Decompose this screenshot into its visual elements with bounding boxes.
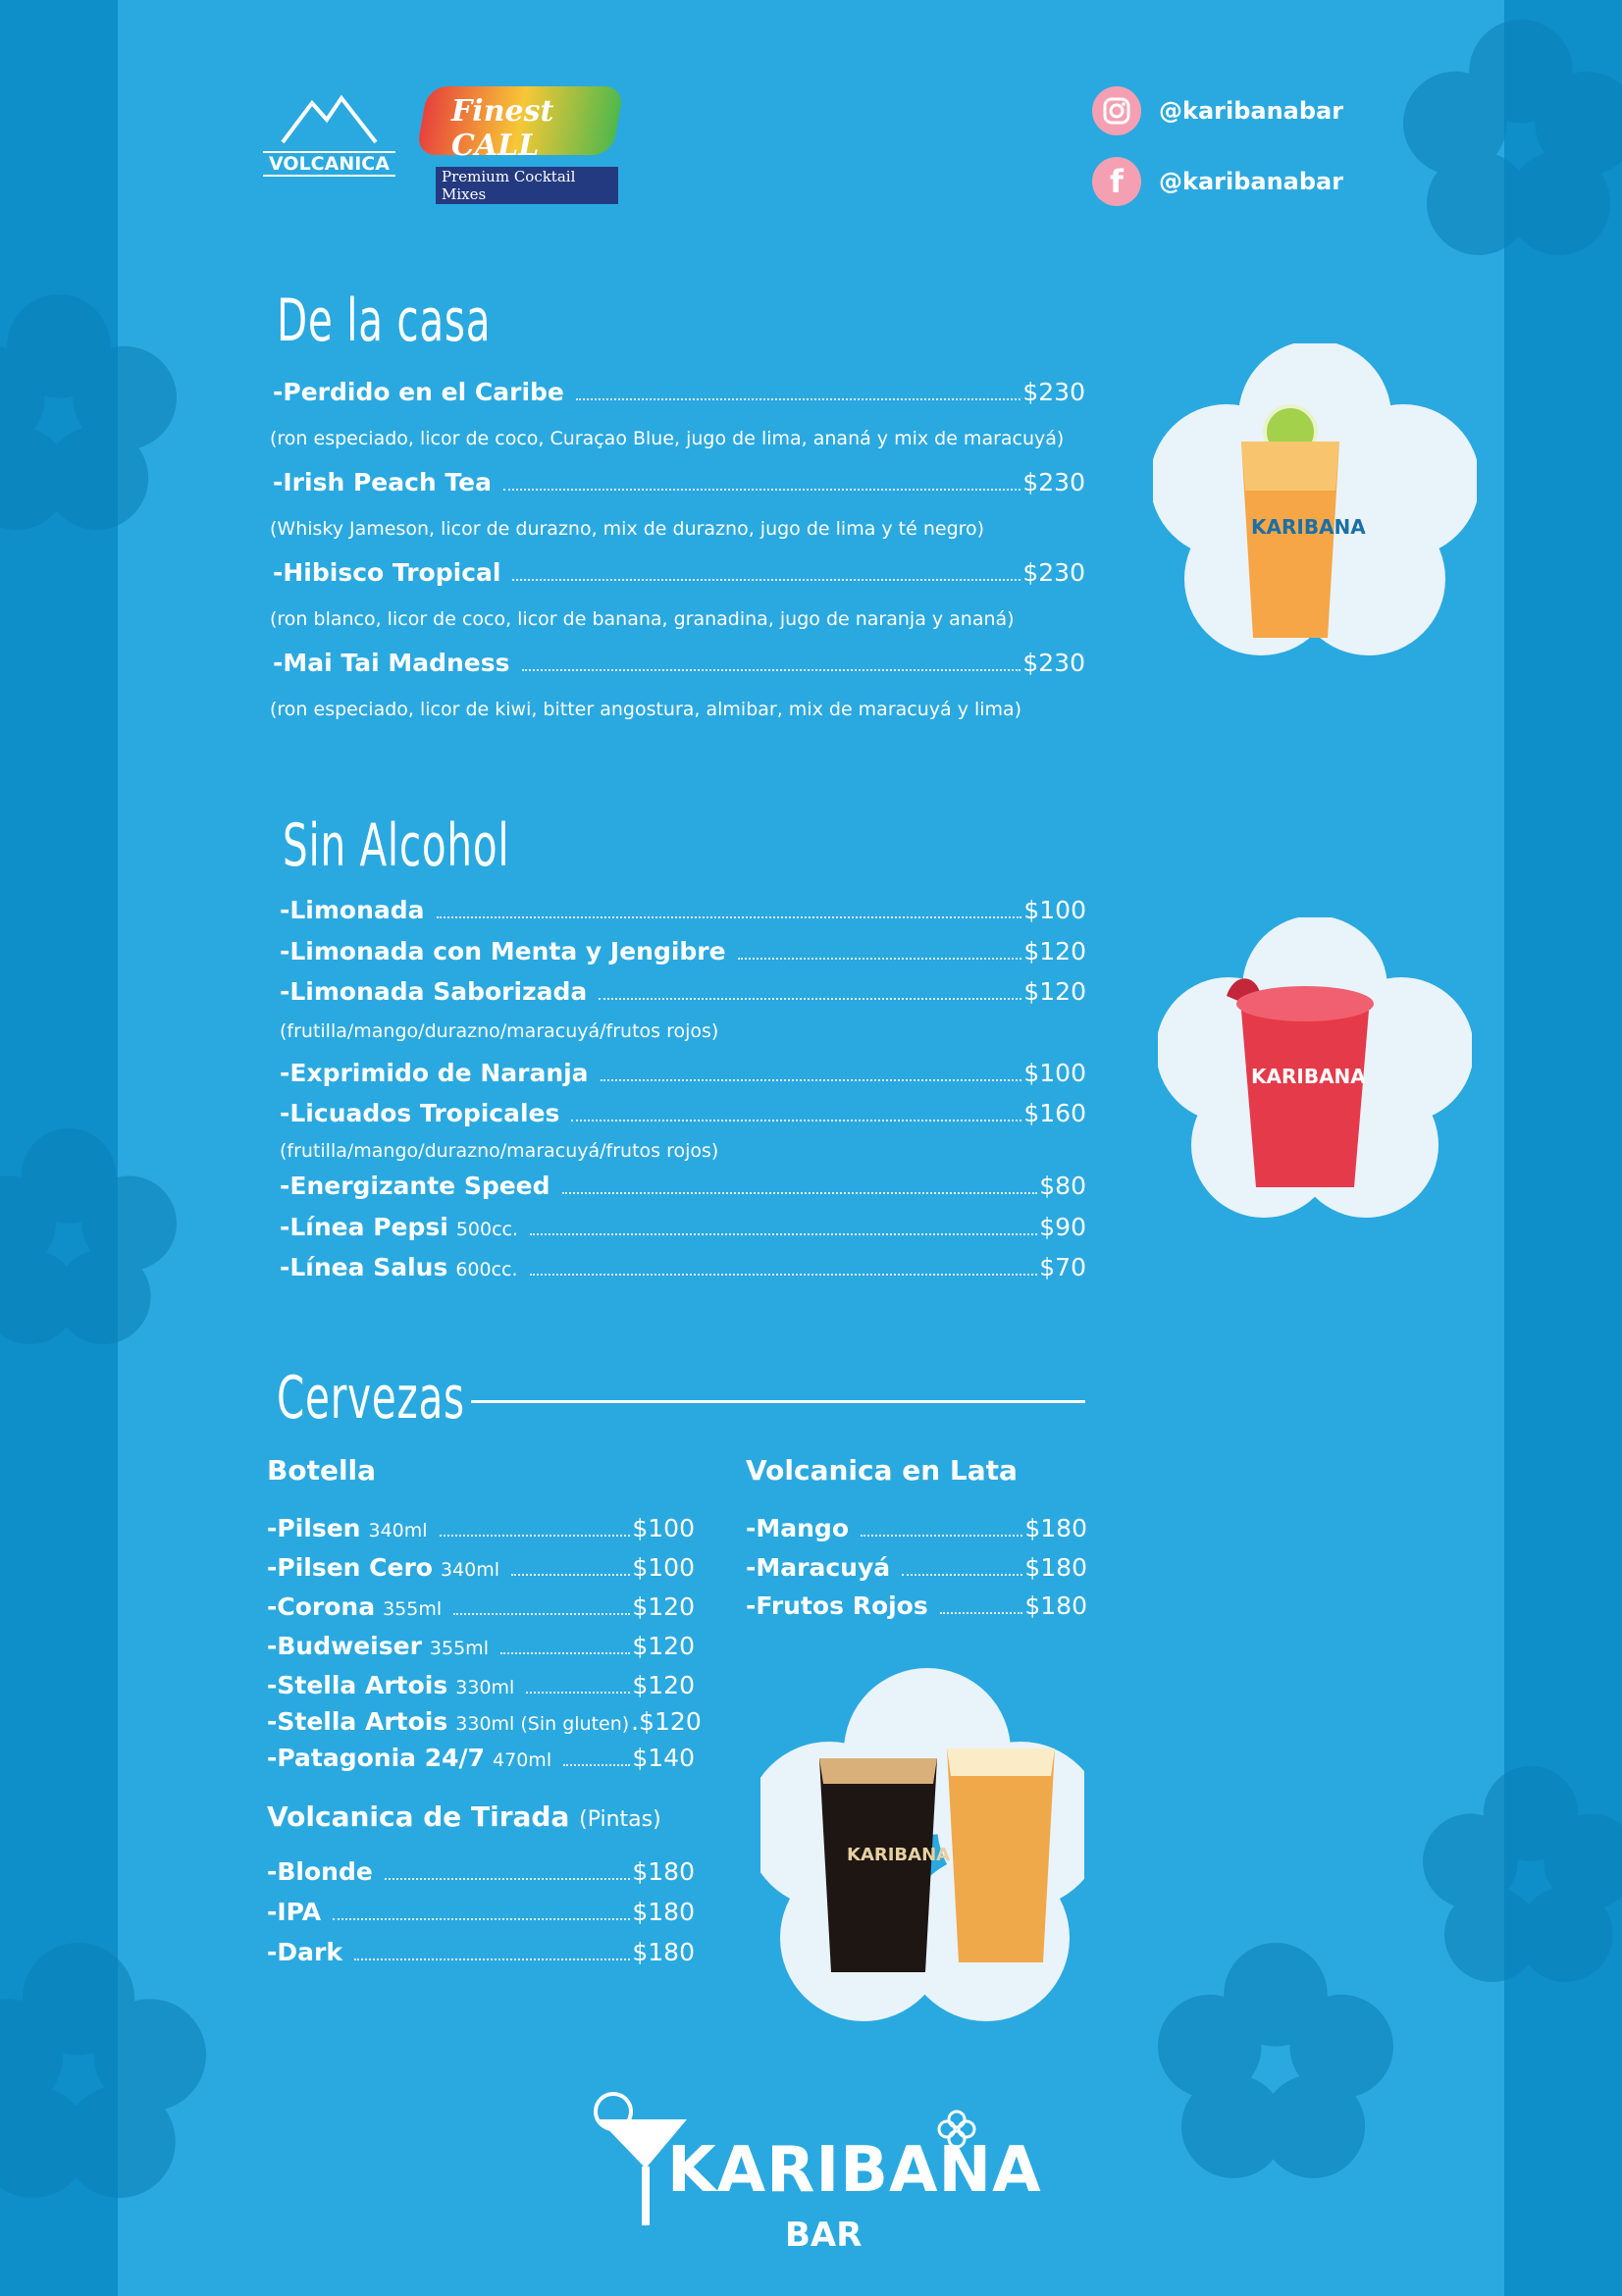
instagram-handle-text: @karibanabar — [1159, 97, 1344, 125]
menu-item: -Limonada $100 — [280, 896, 1086, 924]
hibiscus-decoration-icon — [0, 1128, 177, 1344]
instagram-icon — [1092, 86, 1141, 135]
hibiscus-decoration-icon — [0, 1943, 206, 2198]
facebook-handle-text: @karibanabar — [1159, 168, 1344, 195]
menu-item: -Mai Tai Madness $230 — [273, 649, 1085, 677]
volcanica-logo — [263, 88, 395, 201]
menu-item: -Hibisco Tropical $230 — [273, 558, 1085, 587]
subsection-title-tirada: Volcanica de Tirada (Pintas) — [267, 1800, 661, 1833]
finest-call-subtitle: Premium Cocktail Mixes — [436, 167, 618, 204]
instagram-handle[interactable] — [1092, 86, 1343, 135]
menu-item: -Limonada con Menta y Jengibre $120 — [280, 937, 1086, 965]
brand-name: KARIBANA — [667, 2134, 1042, 2207]
beer-photo — [760, 1668, 1084, 2045]
hibiscus-decoration-icon — [1158, 1943, 1393, 2178]
menu-item-description: (frutilla/mango/durazno/maracuyá/frutos rojos) — [280, 1020, 719, 1042]
menu-item: -Limonada Saborizada $120 — [280, 977, 1086, 1006]
menu-item: -Mango $180 — [746, 1514, 1087, 1542]
menu-item: -Pilsen 340ml $100 — [267, 1514, 695, 1542]
menu-item: -Stella Artois 330ml (Sin gluten) .$120 — [267, 1707, 702, 1736]
menu-item-description: (Whisky Jameson, licor de durazno, mix de durazno, jugo de lima y té negro) — [270, 518, 985, 540]
menu-item: -Licuados Tropicales $160 — [280, 1099, 1086, 1127]
menu-item: -Budweiser 355ml $120 — [267, 1632, 695, 1660]
mountain-icon — [263, 88, 395, 147]
menu-item-description: (ron especiado, licor de coco, Curaçao Blue, jugo de lima, ananá y mix de maracuyá) — [270, 428, 1065, 449]
finest-call-title: Finest CALL — [451, 94, 554, 163]
menu-item: -Línea Salus 600cc. $70 — [280, 1253, 1086, 1281]
menu-item-description: (frutilla/mango/durazno/maracuyá/frutos rojos) — [280, 1140, 719, 1162]
menu-item: -Exprimido de Naranja $100 — [280, 1059, 1086, 1087]
cocktail-photo — [1153, 343, 1477, 661]
section-title-sin-alcohol: Sin Alcohol — [283, 811, 510, 880]
hibiscus-decoration-icon — [0, 294, 177, 530]
menu-item-description: (ron blanco, licor de coco, licor de banana, granadina, jugo de naranja y ananá) — [270, 608, 1015, 630]
menu-item: -Blonde $180 — [267, 1857, 695, 1886]
menu-item: -Stella Artois 330ml $120 — [267, 1671, 695, 1699]
menu-item: -Energizante Speed $80 — [280, 1172, 1086, 1200]
cup-label: KARIBANA — [1251, 515, 1366, 539]
menu-item: -Irish Peach Tea $230 — [273, 468, 1085, 496]
menu-item: -Patagonia 24/7 470ml $140 — [267, 1744, 695, 1772]
brand-subtitle: BAR — [785, 2216, 863, 2255]
section-title-cervezas: Cervezas — [277, 1364, 465, 1433]
hibiscus-decoration-icon — [1423, 1766, 1622, 1982]
subsection-title-botella: Botella — [267, 1454, 377, 1487]
menu-item: -Dark $180 — [267, 1938, 695, 1966]
menu-item: -Perdido en el Caribe $230 — [273, 378, 1085, 406]
volcanica-logo-text: VOLCANICA — [263, 151, 395, 177]
menu-item: -Pilsen Cero 340ml $100 — [267, 1553, 695, 1582]
finest-call-logo — [422, 86, 618, 203]
cup-label: KARIBANA — [847, 1845, 951, 1865]
subsection-title-lata: Volcanica en Lata — [746, 1454, 1018, 1487]
cup-label: KARIBANA — [1251, 1065, 1366, 1088]
hibiscus-icon — [937, 2110, 976, 2149]
facebook-icon: f — [1092, 157, 1141, 206]
menu-item: -Frutos Rojos $180 — [746, 1592, 1087, 1620]
menu-item: -Corona 355ml $120 — [267, 1592, 695, 1621]
menu-item: -Maracuyá $180 — [746, 1553, 1087, 1582]
menu-item: -IPA $180 — [267, 1898, 695, 1926]
section-divider — [471, 1400, 1085, 1403]
menu-item: -Línea Pepsi 500cc. $90 — [280, 1213, 1086, 1241]
section-title-de-la-casa: De la casa — [277, 287, 492, 355]
hibiscus-decoration-icon — [1403, 20, 1622, 255]
karibana-logo — [589, 2090, 1042, 2257]
facebook-handle[interactable] — [1092, 157, 1343, 206]
menu-item-description: (ron especiado, licor de kiwi, bitter angostura, almibar, mix de maracuyá y lima) — [270, 699, 1022, 720]
smoothie-photo — [1158, 917, 1472, 1226]
